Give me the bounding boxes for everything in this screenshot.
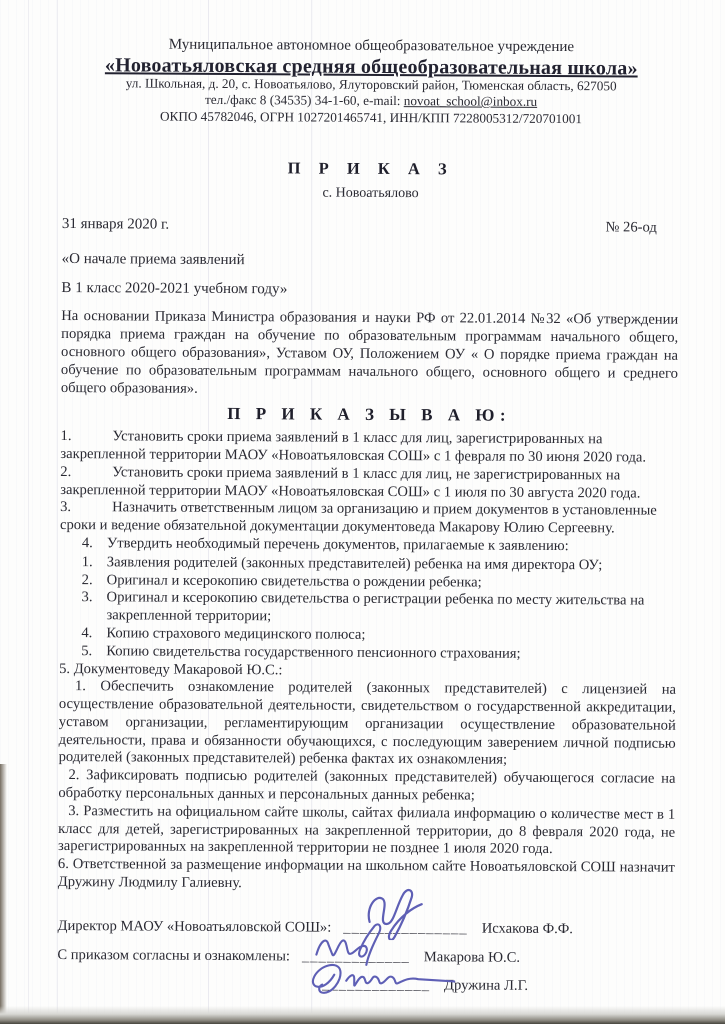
director-signature-row [58,918,675,940]
documents-list-item [59,589,676,628]
director-name: Исхакова Ф.Ф. [481,920,574,937]
signature-block [57,918,674,997]
agreed-signature-row [57,947,674,969]
doc-subject-line2: В 1 класс 2020-2021 учебном году» [61,279,288,297]
item-text: Оригинал и ксерокопию свидетельства о регистрации ребенка по месту жительства на закрепленной территории; [106,589,645,625]
signature-underscores: _____________ [322,977,431,994]
agreed-name: Макарова Ю.С. [423,948,521,966]
item-text: Оригинал и ксерокопию свидетельства о рождении ребенка; [106,571,482,591]
order-item-1 [60,428,677,467]
org-address-line: ул. Школьная, д. 20, с. Новоатьялово, Ялуторовский район, Тюменская область, 627050 [125,74,617,93]
agreed-label: С приказом согласны и ознакомлены: [57,946,291,965]
item5-sub-3 [58,803,675,860]
item-text: Утвердить необходимый перечень документов, прилагаемые к заявлению: [106,535,569,555]
item-text: Документоведу Макаровой Ю.С.: [73,660,283,678]
third-signature-line [322,977,430,995]
agreed-signature-line [302,948,410,966]
preamble-paragraph: На основании Приказа Министра образования и науки РФ от 22.01.2014 №32 «Об утверждении порядка приема граждан на обучение по образовательным программам начального общего, основного общего образования», Уставом ОУ, Положением ОУ « О порядке приема граждан на обучение по образовательным программам начального общего, основного общего и среднего общего образования». [60,308,679,397]
item-text: Установить сроки приема заявлений в 1 класс для лиц, не зарегистрированных на закрепленной территории МАОУ «Новоатьяловская СОШ» с 1 июля по 30 августа 2020 года. [60,464,641,502]
order-heading: П Р И К А З Ы В А Ю: [227,404,512,426]
order-item-3 [60,499,677,538]
item-text: Копию свидетельства государственного пенсионного страхования; [106,642,521,662]
doc-date: 31 января 2020 г. [61,215,170,233]
order-item-2 [60,464,677,503]
doc-type-title: П Р И К А З [287,158,454,179]
item5-sub-1 [59,678,677,771]
org-contacts-prefix: тел./факс 8 (34535) 34-1-60, e-mail: [205,92,404,109]
third-name: Дружина Л.Г. [444,977,529,995]
item-number: 1. [60,428,72,445]
scan-bottom-edge-shadow [0,1006,725,1024]
item-text: Назначить ответственным лицом за организацию и прием документов в установленные сроки и ведение обязательной документации документоведа Макарову Юлию Сергеевну. [59,499,657,537]
item-text: Копию страхового медицинского полюса; [106,625,366,643]
item-number: 4. [81,625,93,642]
item-text: Зафиксировать подписью родителей (законных представителей) обучающегося согласие на обработку персональных данных и персональных данных ребенка; [58,767,676,804]
item-number: 2. [81,571,93,588]
item-text: Разместить на официальном сайте школы, сайтах филиала информацию о количестве мест в 1 класс для детей, зарегистрированных на закрепленной территории, до 8 февраля 2020 года, не зарегистрированных на закрепленной территории не позднее 1 июля 2020 года. [58,803,676,858]
doc-place: с. Новоатьялово [322,185,419,202]
org-email: novoat_school@inbox.ru [403,93,538,110]
date-number-row [62,216,679,238]
scan-streak [28,0,29,1024]
signature-underscores: _____________ [301,948,410,965]
item-number: 5. [59,660,71,677]
item-number: 1. [74,678,87,695]
item-number: 5. [81,642,93,659]
org-requisites-line: ОКПО 45782046, ОГРН 1027201465741, ИНН/КПП 7228005312/720701001 [159,108,583,126]
item-number: 2. [60,463,72,480]
director-label: Директор МАОУ «Новоатьяловской СОШ»: [57,917,332,936]
signature-underscores: _______________ [343,919,468,937]
item-text: Ответственной за размещение информации на школьном сайте Новоатьяловской СОШ назначит Дружину Людмилу Галиевну. [57,856,675,892]
item-number: 3. [68,802,80,819]
scan-left-edge-shadow [0,764,7,1024]
item-number: 3. [81,589,93,606]
item-number: 1. [81,553,93,570]
signature-indent-spacer [57,987,322,989]
item-number: 2. [68,767,80,784]
item-number: 3. [60,499,72,516]
doc-subject-line1: «О начале приема заявлений [61,250,245,268]
documents-list [59,554,677,665]
item5-sub-2 [58,767,675,806]
org-name-line: «Новоатьяловская средняя общеобразовательная школа» [104,54,638,80]
director-signature-line [343,920,468,939]
third-signature-row [57,975,674,997]
item-number: 4. [81,535,93,552]
order-item-6 [58,856,675,895]
order-item-4 [60,535,677,557]
doc-number: № 26-од [605,219,657,236]
item-text: Заявления родителей (законных представителей) ребенка на имя директора ОУ; [106,553,603,574]
item-text: Установить сроки приема заявлений в 1 класс для лиц, зарегистрированных на закрепленной территории МАОУ «Новоатьяловская СОШ» с 1 февраля по 30 июня 2020 года. [60,428,647,466]
item-text: Обеспечить ознакомление родителей (законных представителей) с лицензией на осуществление образовательной деятельности, свидетельством о государственной аккредитации, уставом организации, регламентирующим организации осуществление образовательной деятельности, права и обязанности обучающихся, с последующим заверением личной подписью родителей (законных представителей) ребенка фактах их ознакомления; [58,678,677,769]
item-number: 6. [57,856,69,873]
org-type-line: Муниципальное автономное общеобразовательное учреждение [168,36,575,56]
document-content [57,36,680,997]
